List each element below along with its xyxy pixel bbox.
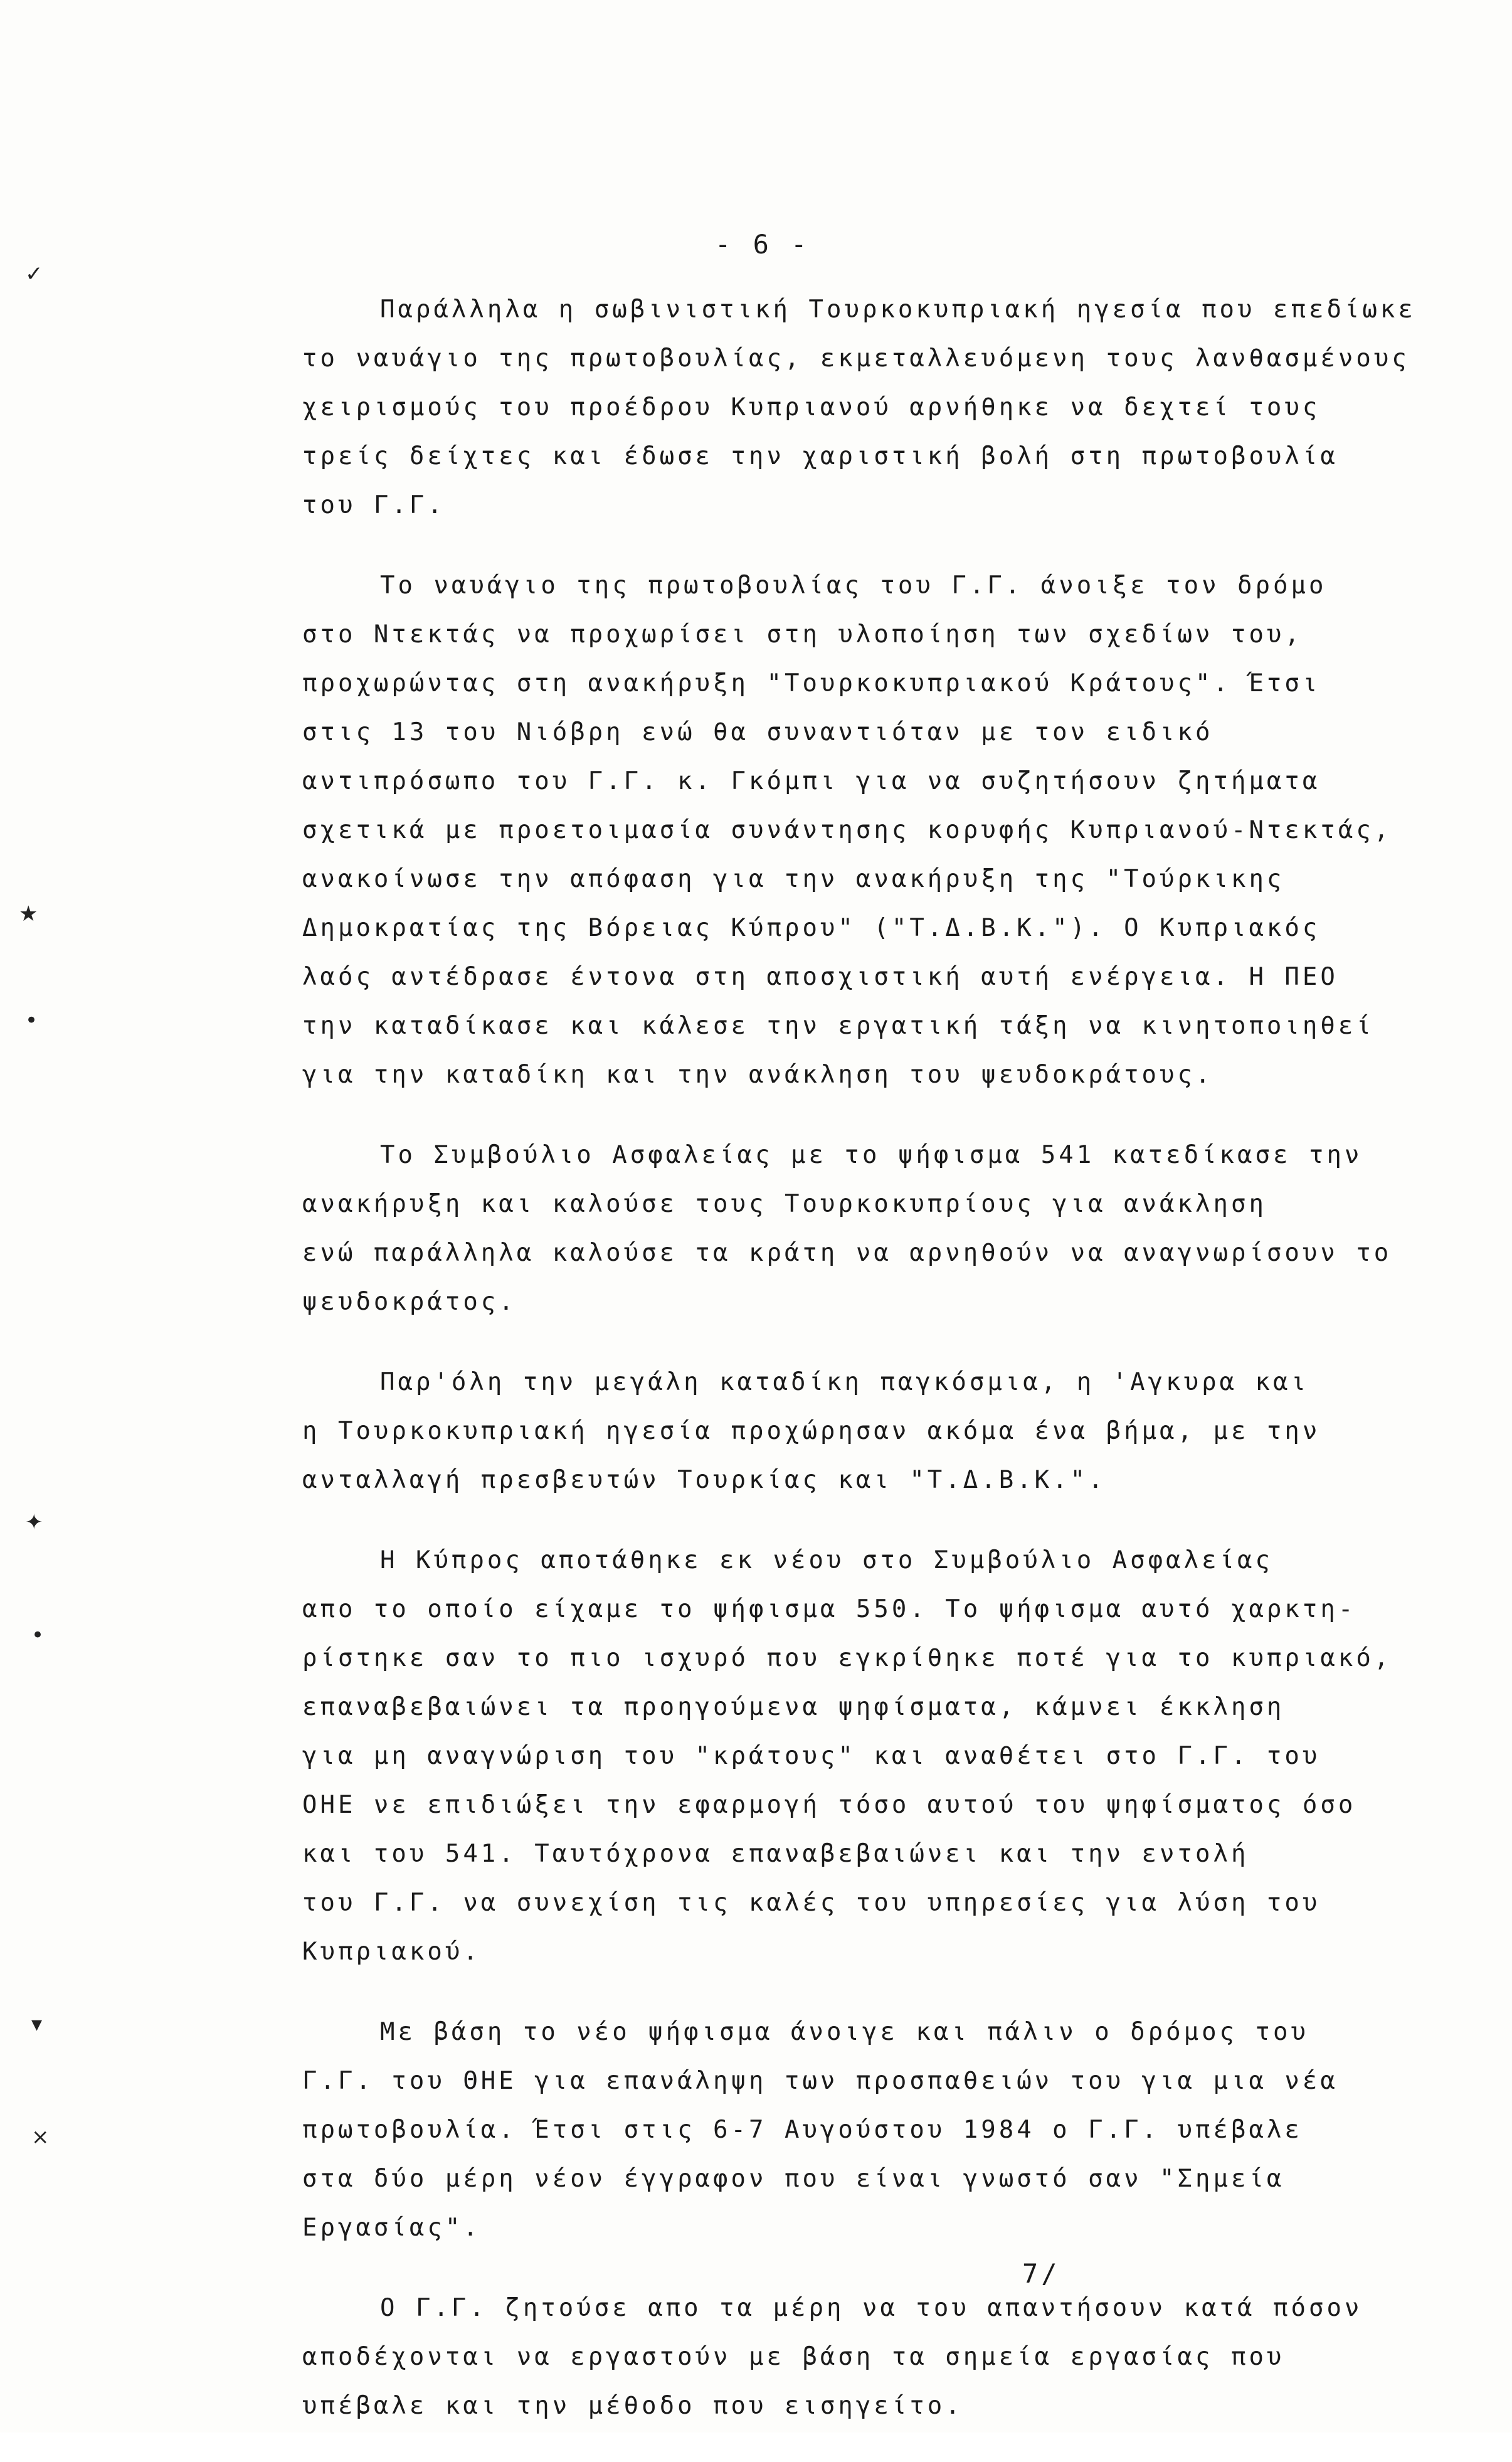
- scan-mark: •: [25, 1008, 38, 1033]
- text-line: λαός αντέδρασε έντονα στη αποσχιστική αυτή ενέργεια. Η ΠΕΟ: [302, 963, 1338, 991]
- text-line: η Τουρκοκυπριακή ηγεσία προχώρησαν ακόμα ένα βήμα, με την: [302, 1417, 1321, 1445]
- page-number: - 6 -: [715, 229, 810, 260]
- text-line: στο Ντεκτάς να προχωρίσει στη υλοποίηση των σχεδίων του,: [302, 620, 1303, 649]
- scan-mark: ✓: [25, 262, 43, 287]
- text-line: Κυπριακού.: [302, 1938, 481, 1966]
- text-line: στις 13 του Νιόβρη ενώ θα συναντιόταν με τον ειδικό: [302, 718, 1213, 746]
- paragraph-5: [302, 1536, 1456, 1976]
- text-line: ανακοίνωσε την απόφαση για την ανακήρυξη της "Τούρκικης: [302, 865, 1285, 893]
- paragraph-7: [302, 2284, 1456, 2431]
- text-line: Η Κύπρος αποτάθηκε εκ νέου στο Συμβούλιο Ασφαλείας: [380, 1546, 1273, 1574]
- text-line: Με βάση το νέο ψήφισμα άνοιγε και πάλιν ο δρόμος του: [380, 2018, 1309, 2046]
- continuation-marker: 7/: [1022, 2258, 1060, 2289]
- text-line: την καταδίκασε και κάλεσε την εργατική τάξη να κινητοποιηθεί: [302, 1012, 1374, 1040]
- scan-mark: •: [31, 1623, 45, 1648]
- text-line: Γ.Γ. του ΘΗΕ για επανάληψη των προσπαθειών του για μια νέα: [302, 2067, 1338, 2095]
- paragraph-3: [302, 1131, 1456, 1327]
- text-line: τρείς δείχτες και έδωσε την χαριστική βολή στη πρωτοβουλία: [302, 442, 1338, 470]
- scan-mark: ▾: [31, 2012, 43, 2037]
- text-line: Ο Γ.Γ. ζητούσε απο τα μέρη να του απαντήσουν κατά πόσον: [380, 2294, 1363, 2322]
- document-body: [302, 285, 1456, 2462]
- paragraph-1: [302, 285, 1456, 530]
- text-line: επαναβεβαιώνει τα προηγούμενα ψηφίσματα, κάμνει έκκληση: [302, 1693, 1285, 1721]
- text-line: ενώ παράλληλα καλούσε τα κράτη να αρνηθούν να αναγνωρίσουν το: [302, 1239, 1392, 1267]
- text-line: ψευδοκράτος.: [302, 1288, 517, 1316]
- scan-mark: ×: [31, 2125, 50, 2150]
- text-line: υπέβαλε και την μέθοδο που εισηγείτο.: [302, 2392, 963, 2420]
- text-line: προχωρώντας στη ανακήρυξη "Τουρκοκυπριακού Κράτους". Έτσι: [302, 669, 1321, 698]
- text-line: απο το οποίο είχαμε το ψήφισμα 550. Το ψήφισμα αυτό χαρκτη-: [302, 1595, 1356, 1623]
- text-line: ανταλλαγή πρεσβευτών Τουρκίας και "Τ.Δ.Β.Κ.".: [302, 1466, 1106, 1494]
- scan-mark: ★: [19, 901, 38, 926]
- paragraph-2: [302, 561, 1456, 1100]
- text-line: αντιπρόσωπο του Γ.Γ. κ. Γκόμπι για να συζητήσουν ζητήματα: [302, 767, 1321, 795]
- text-line: και του 541. Ταυτόχρονα επαναβεβαιώνει και την εντολή: [302, 1840, 1249, 1868]
- text-line: στα δύο μέρη νέον έγγραφον που είναι γνωστό σαν "Σημεία: [302, 2165, 1285, 2193]
- text-line: χειρισμούς του προέδρου Κυπριανού αρνήθηκε να δεχτεί τους: [302, 393, 1321, 422]
- text-line: Παράλληλα η σωβινιστική Τουρκοκυπριακή ηγεσία που επεδίωκε: [380, 295, 1416, 324]
- text-line: ΟΗΕ νε επιδιώξει την εφαρμογή τόσο αυτού του ψηφίσματος όσο: [302, 1791, 1356, 1819]
- text-line: για μη αναγνώριση του "κράτους" και αναθέτει στο Γ.Γ. του: [302, 1742, 1321, 1770]
- text-line: το ναυάγιο της πρωτοβουλίας, εκμεταλλευόμενη τους λανθασμένους: [302, 344, 1410, 373]
- text-line: για την καταδίκη και την ανάκληση του ψευδοκράτους.: [302, 1061, 1213, 1089]
- text-line: Το Συμβούλιο Ασφαλείας με το ψήφισμα 541 κατεδίκασε την: [380, 1141, 1363, 1169]
- text-line: αποδέχονται να εργαστούν με βάση τα σημεία εργασίας που: [302, 2343, 1285, 2371]
- text-line: του Γ.Γ.: [302, 491, 445, 519]
- paragraph-4: [302, 1358, 1456, 1505]
- text-line: ρίστηκε σαν το πιο ισχυρό που εγκρίθηκε ποτέ για το κυπριακό,: [302, 1644, 1392, 1672]
- paragraph-6: [302, 2008, 1456, 2252]
- text-line: πρωτοβουλία. Έτσι στις 6-7 Αυγούστου 1984 ο Γ.Γ. υπέβαλε: [302, 2116, 1303, 2144]
- scan-mark: ✦: [25, 1510, 43, 1535]
- text-line: ανακήρυξη και καλούσε τους Τουρκοκυπρίους για ανάκληση: [302, 1190, 1267, 1218]
- text-line: Παρ'όλη την μεγάλη καταδίκη παγκόσμια, η 'Αγκυρα και: [380, 1368, 1309, 1396]
- text-line: σχετικά με προετοιμασία συνάντησης κορυφής Κυπριανού-Ντεκτάς,: [302, 816, 1392, 844]
- text-line: του Γ.Γ. να συνεχίση τις καλές του υπηρεσίες για λύση του: [302, 1889, 1321, 1917]
- text-line: Το ναυάγιο της πρωτοβουλίας του Γ.Γ. άνοιξε τον δρόμο: [380, 571, 1327, 600]
- text-line: Εργασίας".: [302, 2214, 481, 2242]
- text-line: Δημοκρατίας της Βόρειας Κύπρου" ("Τ.Δ.Β.Κ."). Ο Κυπριακός: [302, 914, 1321, 942]
